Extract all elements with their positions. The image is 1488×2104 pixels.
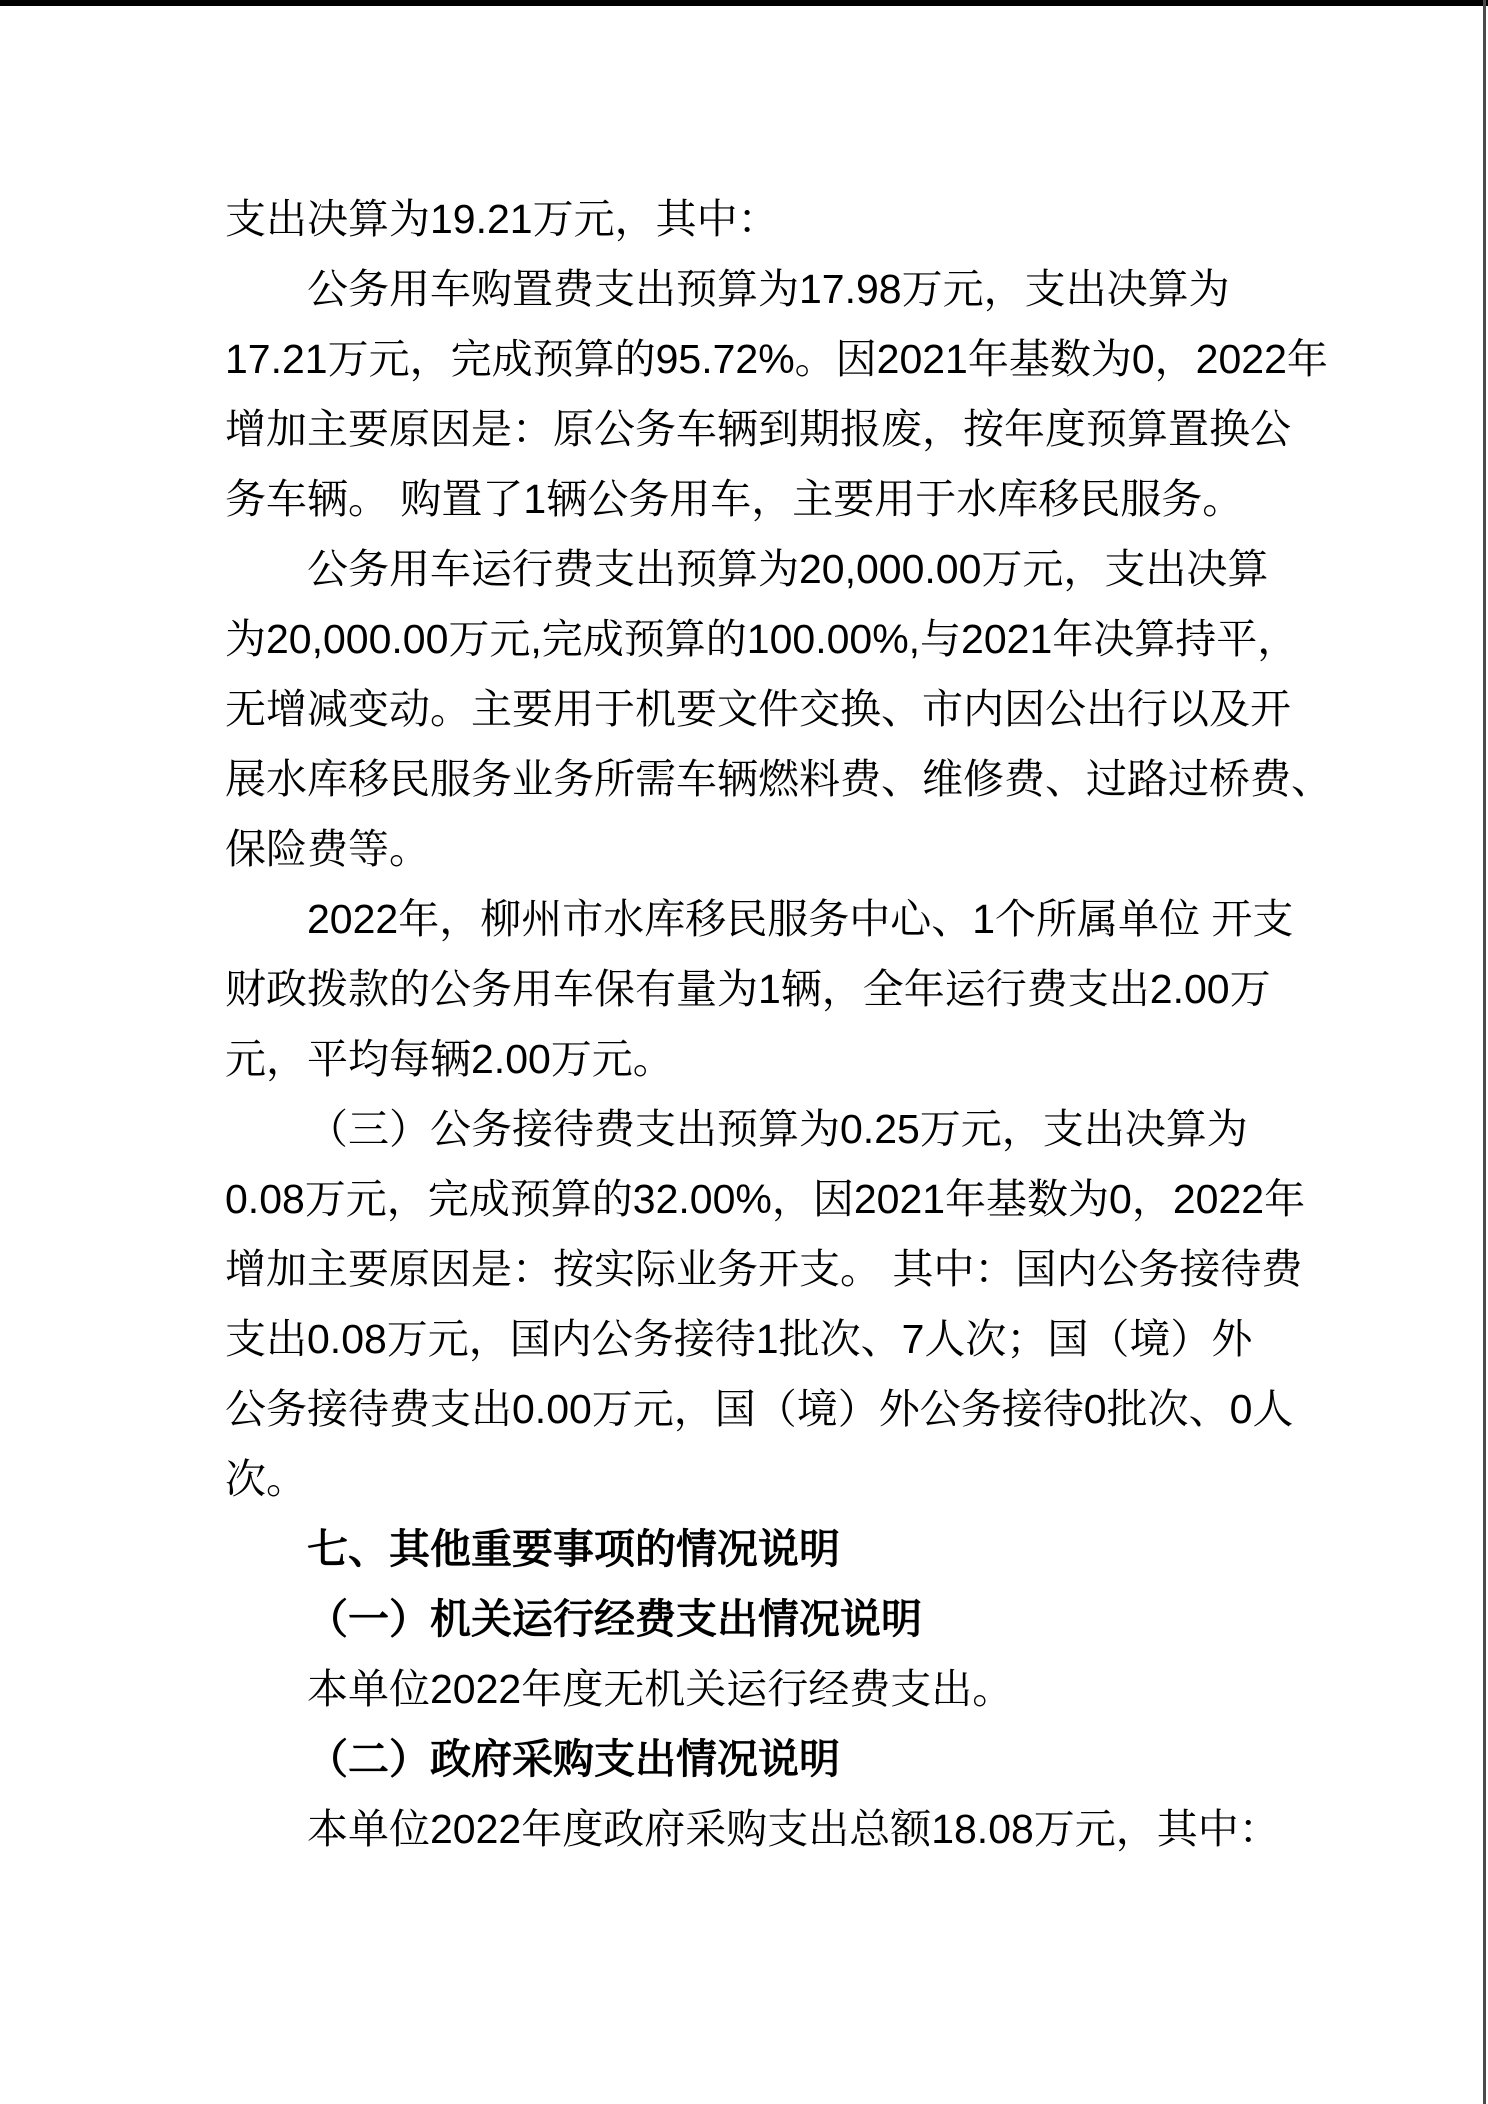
text-line: 展水库移民服务业务所需车辆燃料费、维修费、过路过桥费、 bbox=[225, 756, 1332, 802]
text-line: 本单位2022年度无机关运行经费支出。 bbox=[307, 1666, 1014, 1712]
text-line: 0.08万元，完成预算的32.00%，因2021年基数为0，2022年 bbox=[225, 1176, 1306, 1222]
section-heading: 七、其他重要事项的情况说明 bbox=[307, 1526, 840, 1572]
text-line: 2022年，柳州市水库移民服务中心、1个所属单位 开支 bbox=[307, 896, 1294, 942]
section-heading: （二）政府采购支出情况说明 bbox=[307, 1736, 840, 1782]
section-heading: （一）机关运行经费支出情况说明 bbox=[307, 1596, 922, 1642]
text-line: 保险费等。 bbox=[225, 826, 430, 872]
text-line: （三）公务接待费支出预算为0.25万元，支出决算为 bbox=[307, 1106, 1248, 1152]
top-border-bar bbox=[0, 0, 1488, 6]
text-line: 财政拨款的公务用车保有量为1辆，全年运行费支出2.00万 bbox=[225, 966, 1271, 1012]
text-line: 支出0.08万元，国内公务接待1批次、7人次；国（境）外 bbox=[225, 1316, 1253, 1362]
page-right-border bbox=[1483, 0, 1486, 2104]
text-line: 公务用车购置费支出预算为17.98万元，支出决算为 bbox=[307, 266, 1230, 312]
text-line: 增加主要原因是：原公务车辆到期报废，按年度预算置换公 bbox=[225, 406, 1291, 452]
text-line: 公务接待费支出0.00万元，国（境）外公务接待0批次、0人 bbox=[225, 1386, 1294, 1432]
text-line: 次。 bbox=[225, 1456, 307, 1502]
text-line: 本单位2022年度政府采购支出总额18.08万元，其中： bbox=[307, 1806, 1280, 1852]
text-line: 无增减变动。主要用于机要文件交换、市内因公出行以及开 bbox=[225, 686, 1291, 732]
text-line: 17.21万元，完成预算的95.72%。因2021年基数为0，2022年 bbox=[225, 336, 1328, 382]
text-line: 元，平均每辆2.00万元。 bbox=[225, 1036, 674, 1082]
text-line: 支出决算为19.21万元，其中： bbox=[225, 196, 779, 242]
text-line: 为20,000.00万元,完成预算的100.00%,与2021年决算持平， bbox=[225, 616, 1299, 662]
text-line: 增加主要原因是：按实际业务开支。 其中：国内公务接待费 bbox=[225, 1246, 1303, 1292]
text-line: 务车辆。 购置了1辆公务用车，主要用于水库移民服务。 bbox=[225, 476, 1244, 522]
document-body bbox=[225, 184, 1345, 1864]
text-line: 公务用车运行费支出预算为20,000.00万元，支出决算 bbox=[307, 546, 1269, 592]
